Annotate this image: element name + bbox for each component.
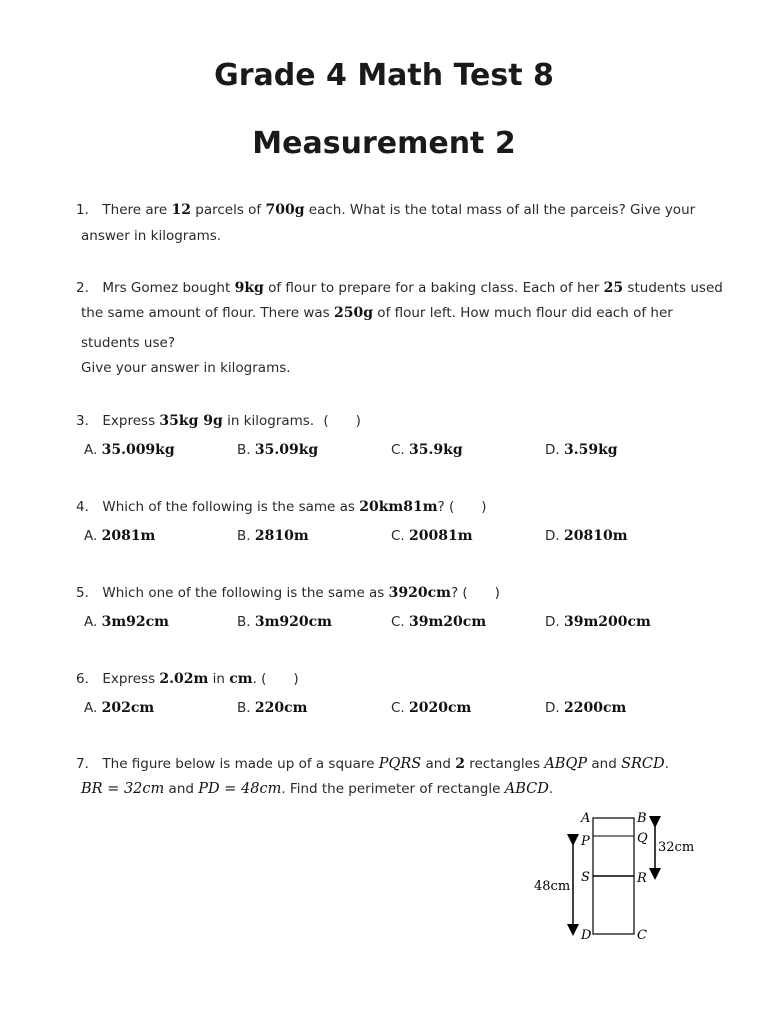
option-b[interactable] — [237, 442, 318, 458]
option-d[interactable] — [545, 614, 651, 630]
question-text: students used — [623, 280, 723, 296]
option-value: 20081m — [409, 528, 473, 544]
option-letter: B. — [237, 614, 251, 630]
option-letter: C. — [391, 614, 405, 630]
option-letter: C. — [391, 528, 405, 544]
question-text: Which of the following is the same as — [102, 499, 360, 515]
label-d: D — [581, 928, 592, 943]
label-a: A — [581, 811, 591, 826]
question-7-line-2 — [81, 781, 553, 797]
option-value: 35.9kg — [409, 442, 463, 458]
question-1-line-2: answer in kilograms. — [81, 228, 222, 244]
question-text: . — [548, 781, 554, 797]
math-value: PQRS — [378, 756, 422, 772]
math-value: 2.02m — [159, 671, 209, 687]
math-value: BR = 32cm — [81, 781, 165, 797]
option-letter: C. — [391, 442, 405, 458]
option-d[interactable] — [545, 442, 618, 458]
question-text: Express — [102, 671, 160, 687]
question-3-stem — [76, 409, 361, 429]
option-value: 3.59kg — [563, 442, 618, 458]
question-text: and — [164, 781, 199, 797]
question-2-line-2 — [81, 305, 673, 321]
option-value: 20810m — [563, 528, 628, 544]
option-value: 3m920cm — [254, 614, 332, 630]
option-value: 2020cm — [409, 700, 472, 716]
math-value: PD = 48cm — [198, 781, 282, 797]
question-text: The figure below is made up of a square — [102, 756, 379, 772]
question-2-line-1 — [76, 276, 723, 296]
option-c[interactable] — [391, 614, 486, 630]
label-s: S — [581, 870, 590, 885]
question-text: There are — [102, 202, 172, 218]
question-text: in kilograms．( ) — [222, 413, 361, 429]
test-title: Grade 4 Math Test 8 — [214, 58, 554, 93]
option-b[interactable] — [237, 528, 309, 544]
question-text: . Find the perimeter of rectangle — [281, 781, 505, 797]
question-text: rectangles — [464, 756, 545, 772]
question-text: of flour to prepare for a baking class. Each of her — [263, 280, 604, 296]
option-value: 2810m — [254, 528, 309, 544]
question-4-stem — [76, 495, 487, 515]
question-2-line-3: students use? — [81, 335, 175, 351]
question-text: Mrs Gomez bought — [102, 280, 235, 296]
question-text: ? ( ) — [437, 499, 487, 515]
math-value: 12 — [171, 202, 191, 218]
question-text: the same amount of flour. There was — [81, 305, 334, 321]
math-value: 2 — [455, 756, 465, 772]
question-text: Which one of the following is the same as — [102, 585, 389, 601]
question-number: 7． — [76, 756, 99, 772]
math-value: 20km81m — [359, 499, 438, 515]
option-letter: A. — [84, 442, 98, 458]
question-text: and — [587, 756, 622, 772]
test-subtitle: Measurement 2 — [252, 126, 516, 161]
question-text: parcels of — [190, 202, 266, 218]
option-letter: D. — [545, 700, 560, 716]
option-a[interactable] — [84, 614, 169, 630]
math-value: cm — [229, 671, 253, 687]
question-text: and — [421, 756, 456, 772]
question-text: . ( ) — [252, 671, 299, 687]
option-value: 35.009kg — [101, 442, 175, 458]
math-value: SRCD — [621, 756, 665, 772]
question-text: Express — [102, 413, 160, 429]
dimension-label-32cm: 32cm — [658, 840, 695, 855]
option-letter: C. — [391, 700, 405, 716]
option-value: 2200cm — [563, 700, 627, 716]
question-text: each. What is the total mass of all the parceis? Give your — [304, 202, 696, 218]
option-b[interactable] — [237, 700, 307, 716]
question-number: 3． — [76, 413, 99, 429]
question-text: of flour left. How much flour did each of her — [373, 305, 673, 321]
math-value: 35kg 9g — [159, 413, 223, 429]
option-letter: D. — [545, 528, 560, 544]
option-a[interactable] — [84, 442, 175, 458]
question-text: . — [664, 756, 669, 772]
rectangle-figure — [530, 808, 730, 948]
question-text: in — [208, 671, 230, 687]
option-value: 39m20cm — [409, 614, 487, 630]
math-value: ABQP — [544, 756, 588, 772]
option-value: 39m200cm — [563, 614, 651, 630]
math-value: 700g — [265, 202, 305, 218]
option-value: 220cm — [254, 700, 308, 716]
option-c[interactable] — [391, 700, 471, 716]
option-letter: A. — [84, 614, 98, 630]
question-number: 2． — [76, 280, 99, 296]
question-number: 1． — [76, 202, 99, 218]
dimension-label-48cm: 48cm — [534, 879, 571, 894]
option-value: 2081m — [101, 528, 156, 544]
option-letter: D. — [545, 442, 560, 458]
option-letter: B. — [237, 442, 251, 458]
option-letter: A. — [84, 528, 98, 544]
label-q: Q — [637, 831, 648, 846]
option-value: 3m92cm — [101, 614, 169, 630]
math-value: 250g — [334, 305, 374, 321]
option-value: 202cm — [101, 700, 155, 716]
option-d[interactable] — [545, 700, 626, 716]
option-a[interactable] — [84, 528, 155, 544]
question-5-stem — [76, 581, 500, 601]
label-b: B — [637, 811, 647, 826]
option-letter: B. — [237, 700, 251, 716]
option-d[interactable] — [545, 528, 628, 544]
option-letter: A. — [84, 700, 98, 716]
question-1-line-1 — [76, 198, 695, 218]
option-value: 35.09kg — [254, 442, 319, 458]
option-c[interactable] — [391, 528, 473, 544]
question-7-line-1 — [76, 752, 669, 772]
question-number: 5． — [76, 585, 99, 601]
option-a[interactable] — [84, 700, 154, 716]
option-letter: D. — [545, 614, 560, 630]
question-2-line-4: Give your answer in kilograms. — [81, 360, 291, 376]
option-c[interactable] — [391, 442, 463, 458]
option-b[interactable] — [237, 614, 332, 630]
label-c: C — [637, 928, 647, 943]
label-r: R — [637, 871, 647, 886]
math-value: 9kg — [234, 280, 264, 296]
question-number: 6． — [76, 671, 99, 687]
question-text: ? ( ) — [450, 585, 500, 601]
math-value: 3920cm — [388, 585, 451, 601]
question-number: 4． — [76, 499, 99, 515]
question-6-stem — [76, 667, 299, 687]
math-value: 25 — [603, 280, 624, 296]
option-letter: B. — [237, 528, 251, 544]
math-value: ABCD — [504, 781, 549, 797]
label-p: P — [581, 834, 590, 849]
